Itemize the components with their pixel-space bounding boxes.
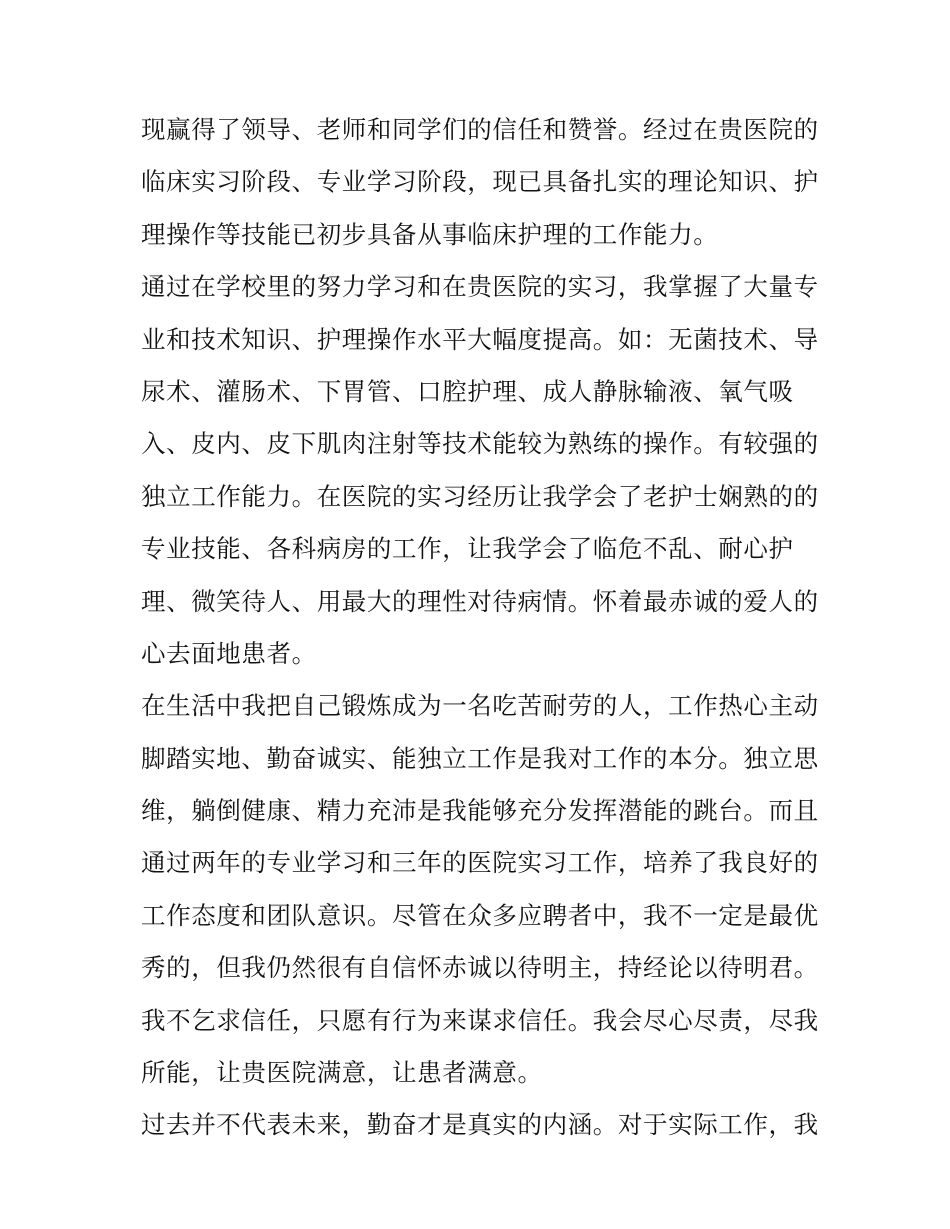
text-line: 现赢得了领导、老师和同学们的信任和赞誉。经过在贵医院的	[141, 115, 819, 144]
text-line: 心去面地患者。	[141, 638, 317, 668]
text-line: 在生活中我把自己锻炼成为一名吃苦耐劳的人，工作热心主动	[141, 691, 819, 721]
text-line: 秀的，但我仍然很有自信怀赤诚以待明主，持经论以待明君。	[141, 953, 819, 983]
text-line: 过去并不代表未来，勤奋才是真实的内涵。对于实际工作，我	[141, 1110, 819, 1140]
text-line: 尿术、灌肠术、下胃管、口腔护理、成人静脉输液、氧气吸	[141, 376, 794, 406]
text-line: 临床实习阶段、专业学习阶段，现已具备扎实的理论知识、护	[141, 167, 819, 197]
text-line: 脚踏实地、勤奋诚实、能独立工作是我对工作的本分。独立思	[141, 743, 819, 773]
text-line: 工作态度和团队意识。尽管在众多应聘者中，我不一定是最优	[141, 900, 819, 930]
text-line: 理操作等技能已初步具备从事临床护理的工作能力。	[141, 219, 719, 249]
text-line: 通过两年的专业学习和三年的医院实习工作，培养了我良好的	[141, 848, 819, 878]
text-line: 专业技能、各科病房的工作，让我学会了临危不乱、耐心护	[141, 534, 794, 564]
text-line: 通过在学校里的努力学习和在贵医院的实习，我掌握了大量专	[141, 272, 819, 302]
text-line: 所能，让贵医院满意，让患者满意。	[141, 1058, 543, 1088]
text-line: 维，躺倒健康、精力充沛是我能够充分发挥潜能的跳台。而且	[141, 796, 819, 826]
text-line: 独立工作能力。在医院的实习经历让我学会了老护士娴熟的的	[141, 481, 819, 511]
text-line: 业和技术知识、护理操作水平大幅度提高。如：无菌技术、导	[141, 324, 819, 354]
text-line: 理、微笑待人、用最大的理性对待病情。怀着最赤诚的爱人的	[141, 586, 819, 616]
text-line: 入、皮内、皮下肌肉注射等技术能较为熟练的操作。有较强的	[141, 429, 819, 459]
text-line: 我不乞求信任，只愿有行为来谋求信任。我会尽心尽责，尽我	[141, 1005, 819, 1035]
body-text	[141, 104, 821, 1152]
